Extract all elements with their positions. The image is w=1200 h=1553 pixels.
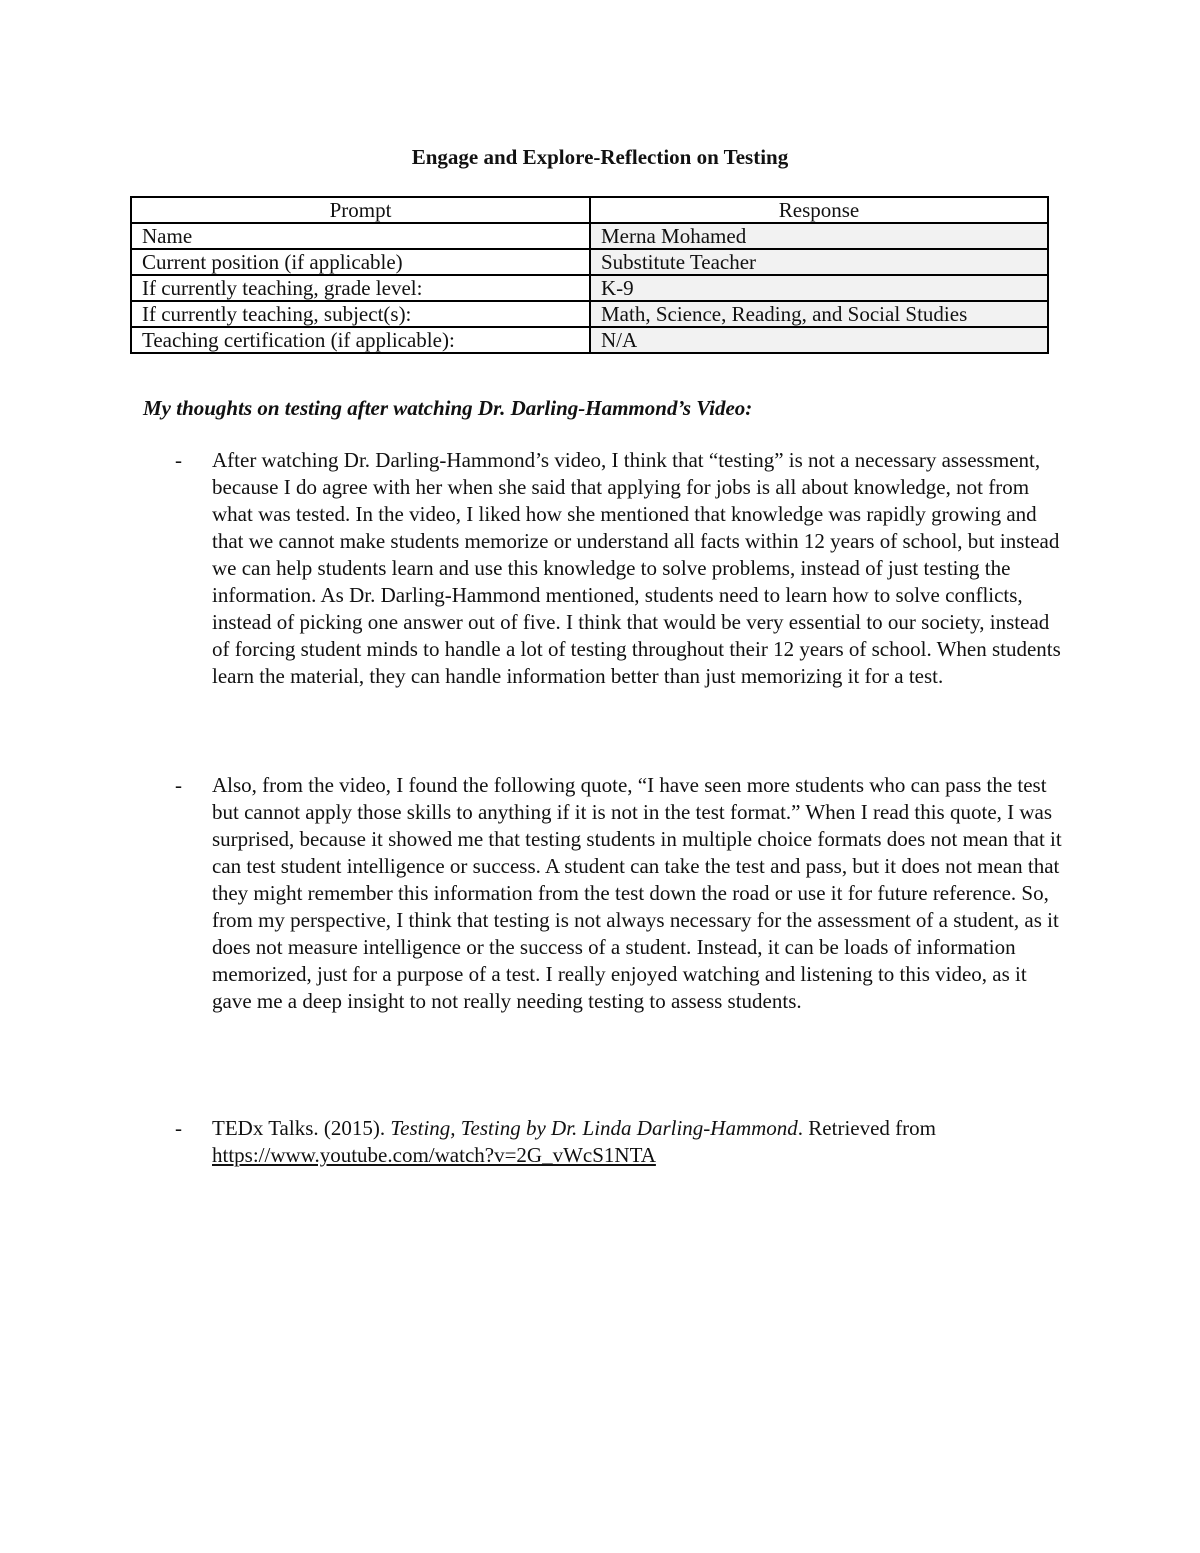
bullet-dash: - [175,448,182,472]
prompt-cell-grade-level: If currently teaching, grade level: [131,275,590,301]
reference-work-title: Testing, Testing by Dr. Linda Darling-Hammond [390,1116,798,1140]
prompt-cell-name: Name [131,223,590,249]
table-row [131,249,1048,275]
response-cell-certification[interactable]: N/A [590,327,1048,353]
reference-entry [175,1115,1065,1169]
response-cell-grade-level[interactable]: K-9 [590,275,1048,301]
response-cell-position[interactable]: Substitute Teacher [590,249,1048,275]
paragraph-text: Also, from the video, I found the following quote, “I have seen more students who can pass the test but cannot apply those skills to anything if it is not in the test format.” When I read this quote, I was surprised, because it showed me that testing students in multiple choice formats does not mean that it can test student intelligence or success. A student can take the test and pass, but it does not mean that they might remember this information from the test down the road or use it for future reference. So, from my perspective, I think that testing is not always necessary for the assessment of a student, as it does not measure intelligence or the success of a student. Instead, it can be loads of information memorized, just for a purpose of a test. I really enjoyed watching and listening to this video, as it gave me a deep insight to not really needing testing to assess students. [212,773,1062,1013]
table-row [131,275,1048,301]
reflection-paragraph-2 [175,772,1065,1015]
page-title: Engage and Explore-Reflection on Testing [411,145,789,169]
bullet-dash: - [175,773,182,797]
info-table [130,196,1049,354]
reflection-paragraph-1 [175,447,1065,690]
prompt-cell-certification: Teaching certification (if applicable): [131,327,590,353]
table-row [131,223,1048,249]
reference-url-link[interactable]: https://www.youtube.com/watch?v=2G_vWcS1NTA [212,1143,656,1167]
table-row [131,301,1048,327]
prompt-cell-position: Current position (if applicable) [131,249,590,275]
paragraph-text: After watching Dr. Darling-Hammond’s video, I think that “testing” is not a necessary assessment, because I do agree with her when she said that applying for jobs is all about knowledge, not from what was tested. In the video, I liked how she mentioned that knowledge was rapidly growing and that we cannot make students memorize or understand all facts within 12 years of school, but instead we can help students learn and use this knowledge to solve problems, instead of just testing the information. As Dr. Darling-Hammond mentioned, students need to learn how to solve conflicts, instead of picking one answer out of five. I think that would be very essential to our society, instead of forcing student minds to handle a lot of testing throughout their 12 years of school. When students learn the material, they can handle information better than just memorizing it for a test. [212,448,1061,688]
column-header-response: Response [590,197,1048,223]
reference-author-year: TEDx Talks. (2015). [212,1116,386,1140]
response-cell-name[interactable]: Merna Mohamed [590,223,1048,249]
column-header-prompt: Prompt [131,197,590,223]
reference-retrieved: . Retrieved from [797,1116,936,1140]
reference-text [212,1115,1065,1169]
reflection-heading: My thoughts on testing after watching Dr. Darling-Hammond’s Video: [143,396,753,420]
bullet-dash: - [175,1116,182,1140]
table-header-row [131,197,1048,223]
table-row [131,327,1048,353]
prompt-cell-subjects: If currently teaching, subject(s): [131,301,590,327]
response-cell-subjects[interactable]: Math, Science, Reading, and Social Studies [590,301,1048,327]
